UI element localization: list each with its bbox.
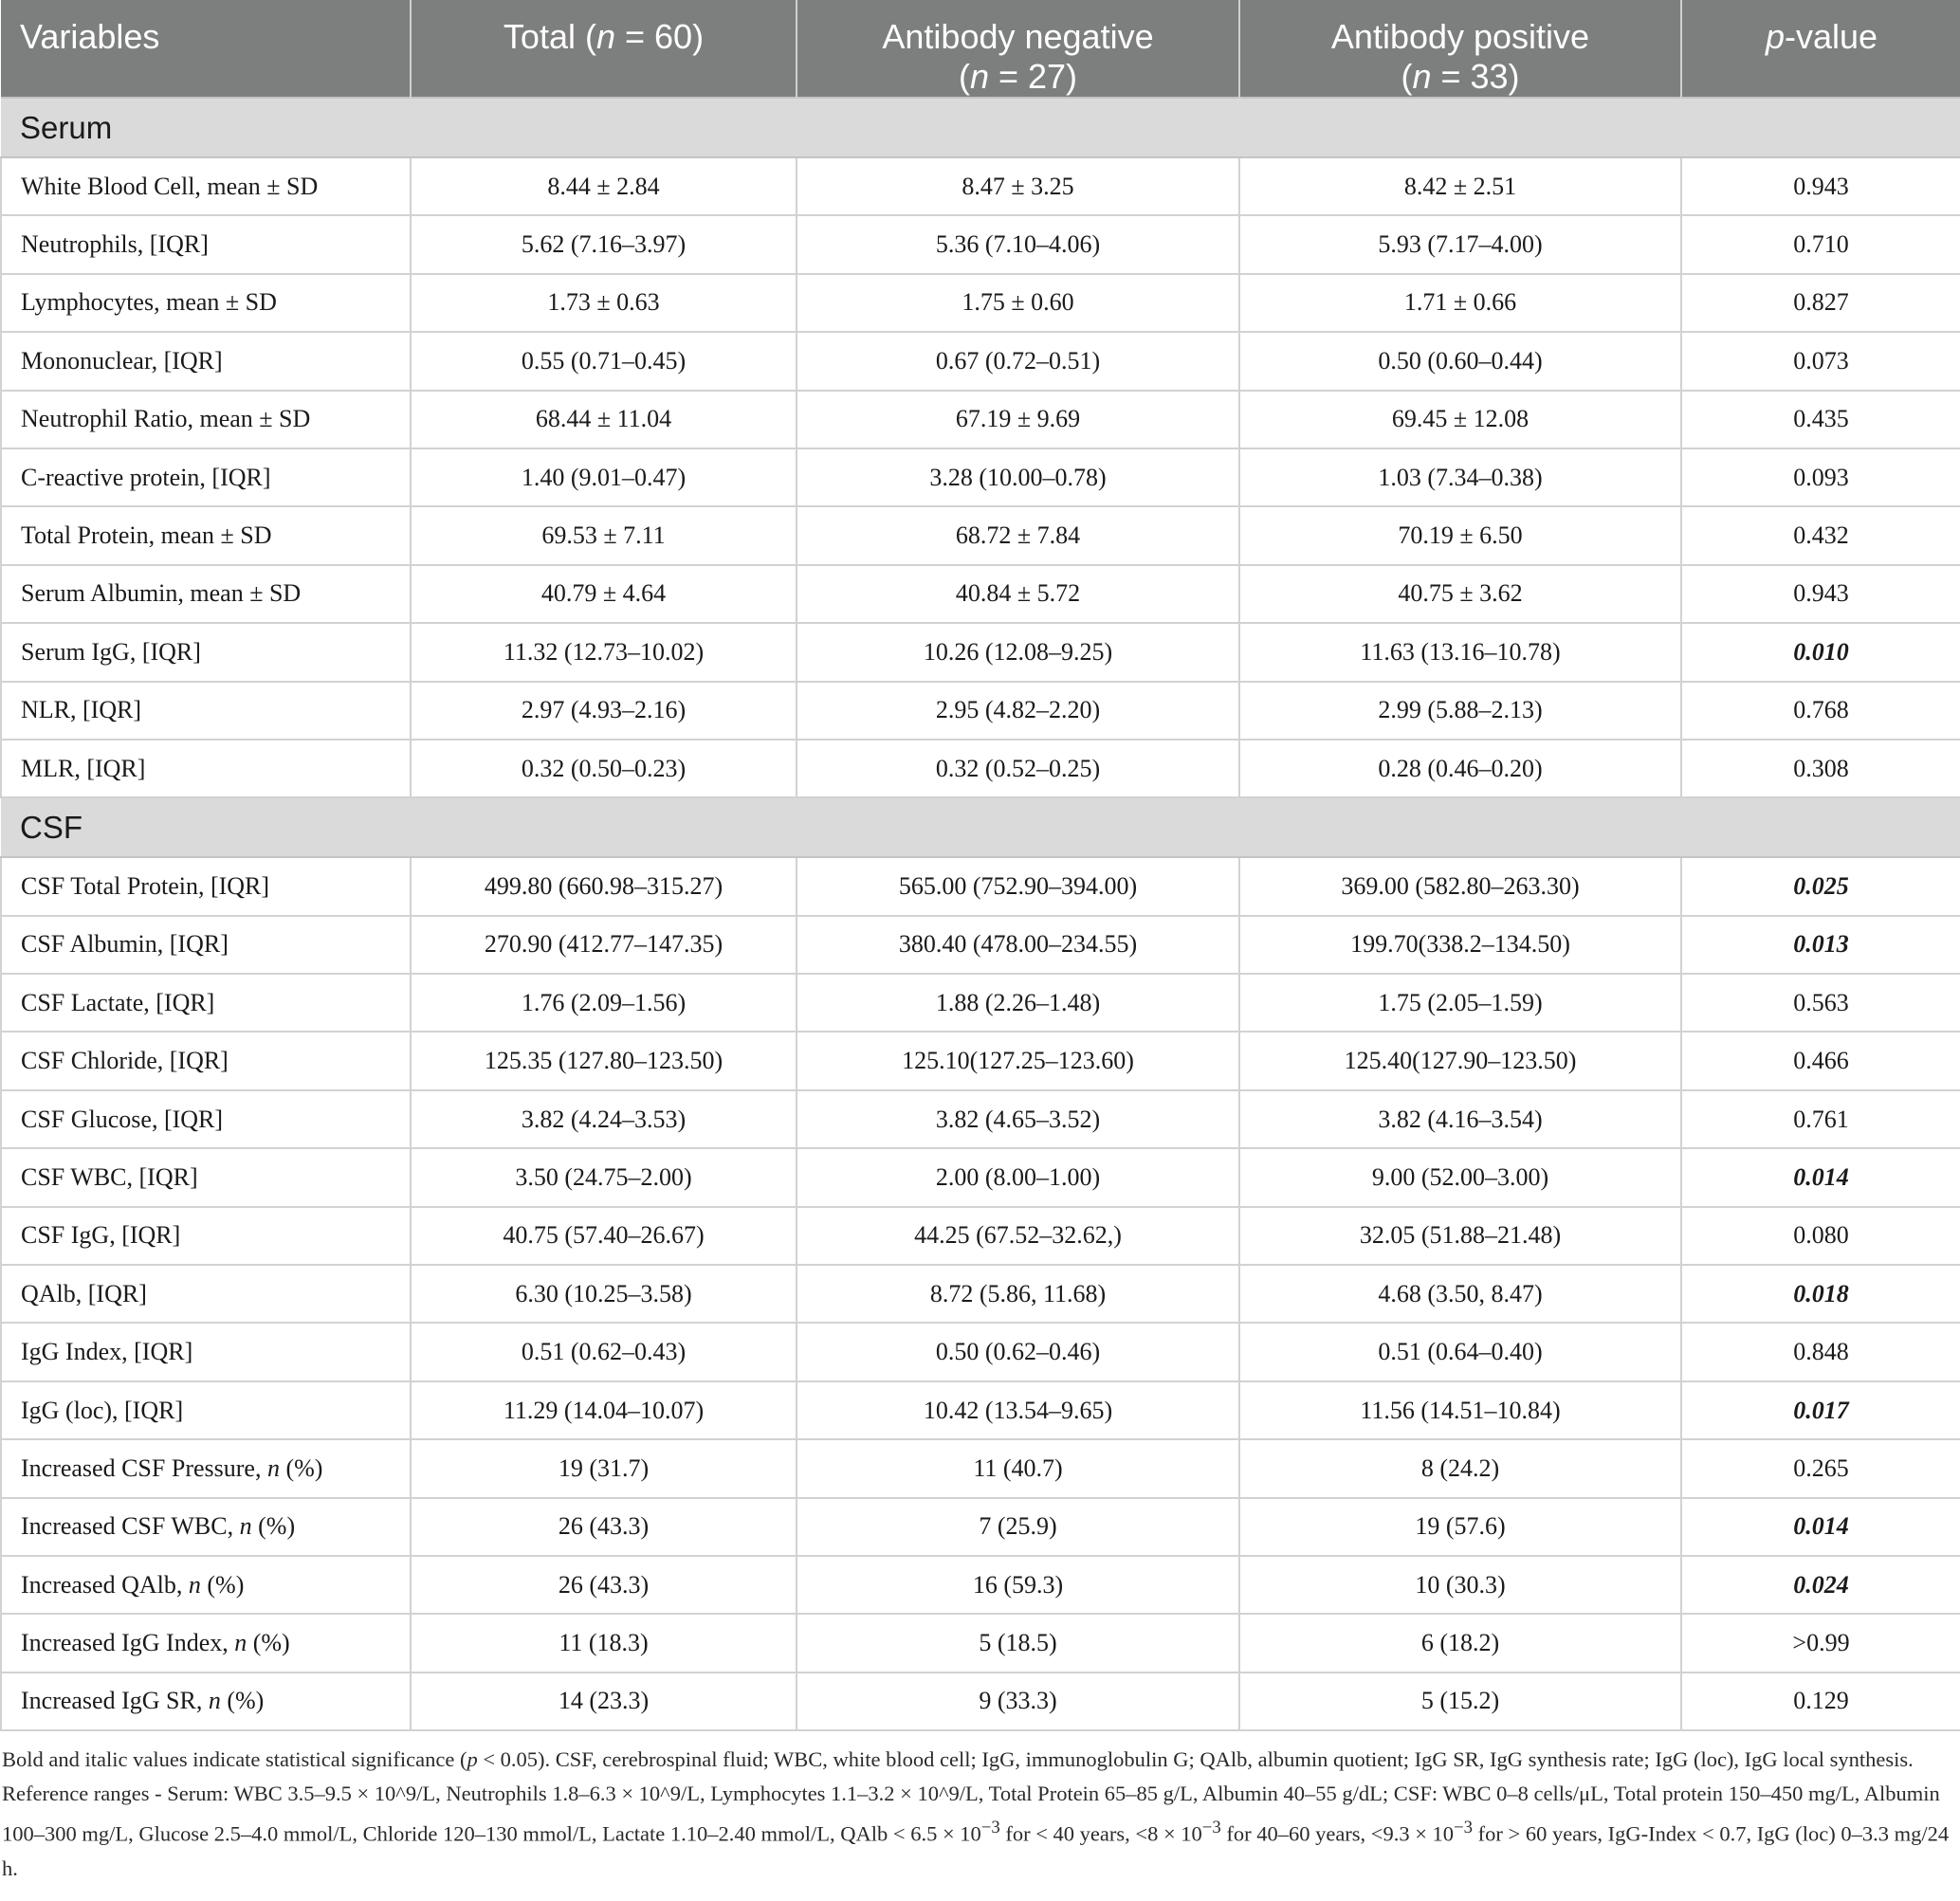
total-value: 68.44 ± 11.04 <box>411 391 797 448</box>
header-antibody-negative: Antibody negative (n = 27) <box>797 0 1239 98</box>
p-value: 0.435 <box>1681 391 1960 448</box>
variable-label: Mononuclear, [IQR] <box>1 332 411 390</box>
p-value: 0.025 <box>1681 857 1960 915</box>
antibody-negative-value: 8.47 ± 3.25 <box>797 157 1239 215</box>
p-value: 0.761 <box>1681 1090 1960 1148</box>
variable-label: Neutrophil Ratio, mean ± SD <box>1 391 411 448</box>
p-value: 0.466 <box>1681 1032 1960 1089</box>
table-row <box>1 857 1960 915</box>
antibody-negative-value: 5 (18.5) <box>797 1614 1239 1672</box>
p-value: 0.080 <box>1681 1207 1960 1265</box>
total-value: 69.53 ± 7.11 <box>411 506 797 564</box>
variable-label: Serum IgG, [IQR] <box>1 623 411 681</box>
total-value: 1.40 (9.01–0.47) <box>411 448 797 506</box>
total-value: 1.73 ± 0.63 <box>411 274 797 332</box>
total-value: 1.76 (2.09–1.56) <box>411 974 797 1032</box>
header-variables: Variables <box>1 0 411 98</box>
variable-label: Lymphocytes, mean ± SD <box>1 274 411 332</box>
p-value: 0.024 <box>1681 1556 1960 1614</box>
total-value: 8.44 ± 2.84 <box>411 157 797 215</box>
variable-label: Total Protein, mean ± SD <box>1 506 411 564</box>
p-value: 0.265 <box>1681 1439 1960 1497</box>
antibody-positive-value: 2.99 (5.88–2.13) <box>1239 682 1681 740</box>
antibody-positive-value: 8 (24.2) <box>1239 1439 1681 1497</box>
antibody-negative-value: 9 (33.3) <box>797 1673 1239 1730</box>
antibody-positive-value: 11.56 (14.51–10.84) <box>1239 1381 1681 1439</box>
p-value: 0.432 <box>1681 506 1960 564</box>
table-row <box>1 565 1960 623</box>
antibody-positive-value: 6 (18.2) <box>1239 1614 1681 1672</box>
antibody-positive-value: 70.19 ± 6.50 <box>1239 506 1681 564</box>
total-value: 40.79 ± 4.64 <box>411 565 797 623</box>
variable-label: White Blood Cell, mean ± SD <box>1 157 411 215</box>
antibody-positive-value: 32.05 (51.88–21.48) <box>1239 1207 1681 1265</box>
table-row <box>1 1439 1960 1497</box>
total-value: 0.55 (0.71–0.45) <box>411 332 797 390</box>
p-value: 0.563 <box>1681 974 1960 1032</box>
antibody-negative-value: 68.72 ± 7.84 <box>797 506 1239 564</box>
p-value: 0.943 <box>1681 565 1960 623</box>
variable-label: Increased CSF WBC, n (%) <box>1 1498 411 1556</box>
table-row <box>1 1207 1960 1265</box>
variable-label: Increased QAlb, n (%) <box>1 1556 411 1614</box>
antibody-negative-value: 380.40 (478.00–234.55) <box>797 916 1239 974</box>
table-row <box>1 1148 1960 1206</box>
antibody-negative-value: 67.19 ± 9.69 <box>797 391 1239 448</box>
total-value: 6.30 (10.25–3.58) <box>411 1265 797 1323</box>
table-row <box>1 157 1960 215</box>
variable-label: CSF Lactate, [IQR] <box>1 974 411 1032</box>
variable-label: Increased IgG SR, n (%) <box>1 1673 411 1730</box>
antibody-positive-value: 10 (30.3) <box>1239 1556 1681 1614</box>
antibody-negative-value: 44.25 (67.52–32.62,) <box>797 1207 1239 1265</box>
table-row <box>1 391 1960 448</box>
antibody-negative-value: 40.84 ± 5.72 <box>797 565 1239 623</box>
table-row <box>1 1090 1960 1148</box>
total-value: 5.62 (7.16–3.97) <box>411 215 797 273</box>
antibody-negative-value: 3.82 (4.65–3.52) <box>797 1090 1239 1148</box>
total-value: 3.82 (4.24–3.53) <box>411 1090 797 1148</box>
antibody-negative-value: 1.88 (2.26–1.48) <box>797 974 1239 1032</box>
table-row <box>1 1323 1960 1380</box>
antibody-positive-value: 199.70(338.2–134.50) <box>1239 916 1681 974</box>
table-body <box>1 98 1960 1730</box>
p-value: 0.010 <box>1681 623 1960 681</box>
variable-label: IgG Index, [IQR] <box>1 1323 411 1380</box>
table-row <box>1 1498 1960 1556</box>
antibody-negative-value: 2.95 (4.82–2.20) <box>797 682 1239 740</box>
p-value: 0.014 <box>1681 1148 1960 1206</box>
antibody-positive-value: 0.50 (0.60–0.44) <box>1239 332 1681 390</box>
section-row-csf <box>1 797 1960 857</box>
total-value: 40.75 (57.40–26.67) <box>411 1207 797 1265</box>
variable-label: Increased CSF Pressure, n (%) <box>1 1439 411 1497</box>
header-total: Total (n = 60) <box>411 0 797 98</box>
total-value: 26 (43.3) <box>411 1498 797 1556</box>
table-row <box>1 974 1960 1032</box>
antibody-positive-value: 69.45 ± 12.08 <box>1239 391 1681 448</box>
antibody-positive-value: 40.75 ± 3.62 <box>1239 565 1681 623</box>
p-value: 0.013 <box>1681 916 1960 974</box>
p-value: 0.848 <box>1681 1323 1960 1380</box>
p-value: 0.768 <box>1681 682 1960 740</box>
antibody-negative-value: 11 (40.7) <box>797 1439 1239 1497</box>
total-value: 14 (23.3) <box>411 1673 797 1730</box>
total-value: 11.29 (14.04–10.07) <box>411 1381 797 1439</box>
total-value: 0.32 (0.50–0.23) <box>411 740 797 797</box>
table-row <box>1 682 1960 740</box>
section-title: CSF <box>1 797 1960 857</box>
total-value: 26 (43.3) <box>411 1556 797 1614</box>
p-value: 0.308 <box>1681 740 1960 797</box>
p-value: 0.093 <box>1681 448 1960 506</box>
table-row <box>1 332 1960 390</box>
variable-label: CSF Chloride, [IQR] <box>1 1032 411 1089</box>
total-value: 0.51 (0.62–0.43) <box>411 1323 797 1380</box>
antibody-negative-value: 10.42 (13.54–9.65) <box>797 1381 1239 1439</box>
antibody-negative-value: 0.67 (0.72–0.51) <box>797 332 1239 390</box>
total-value: 11.32 (12.73–10.02) <box>411 623 797 681</box>
total-value: 270.90 (412.77–147.35) <box>411 916 797 974</box>
antibody-positive-value: 125.40(127.90–123.50) <box>1239 1032 1681 1089</box>
table-footnote: Bold and italic values indicate statistical significance (p < 0.05). CSF, cerebrospinal fluid; WBC, white blood cell; IgG, immunoglobulin G; QAlb, albumin quotient; IgG SR, IgG synthesis rate; IgG (loc), IgG local synthesis. Reference ranges - Serum: WBC 3.5–9.5 × 10^9/L, Neutrophils 1.8–6.3 × 10^9/L, Lymphocytes 1.1–3.2 × 10^9/L, Total Protein 65–85 g/L, Albumin 40–55 g/dL; CSF: WBC 0–8 cells/μL, Total protein 150–450 mg/L, Albumin 100–300 mg/L, Glucose 2.5–4.0 mmol/L, Chloride 120–130 mmol/L, Lactate 1.10–2.40 mmol/L, QAlb < $6.5 \times 10^{-3}$ for < 40 years, $<8 \times 10^{-3}$ for 40–60 years, $<9.3 \times 10^{-3}$ for > 60 years, IgG-Index < 0.7, IgG (loc) 0–3.3 mg/24 h. <box>2 1747 1950 1880</box>
section-title: Serum <box>1 98 1960 157</box>
antibody-positive-value: 11.63 (13.16–10.78) <box>1239 623 1681 681</box>
antibody-negative-value: 5.36 (7.10–4.06) <box>797 215 1239 273</box>
antibody-positive-value: 8.42 ± 2.51 <box>1239 157 1681 215</box>
table-row <box>1 916 1960 974</box>
table-row <box>1 1673 1960 1730</box>
antibody-positive-value: 0.28 (0.46–0.20) <box>1239 740 1681 797</box>
antibody-positive-value: 369.00 (582.80–263.30) <box>1239 857 1681 915</box>
variable-label: Neutrophils, [IQR] <box>1 215 411 273</box>
section-row-serum <box>1 98 1960 157</box>
antibody-negative-value: 3.28 (10.00–0.78) <box>797 448 1239 506</box>
antibody-positive-value: 1.75 (2.05–1.59) <box>1239 974 1681 1032</box>
total-value: 3.50 (24.75–2.00) <box>411 1148 797 1206</box>
antibody-negative-value: 0.32 (0.52–0.25) <box>797 740 1239 797</box>
table-row <box>1 623 1960 681</box>
p-value: >0.99 <box>1681 1614 1960 1672</box>
header-row <box>1 0 1960 98</box>
table-row <box>1 1614 1960 1672</box>
p-value: 0.129 <box>1681 1673 1960 1730</box>
antibody-negative-value: 125.10(127.25–123.60) <box>797 1032 1239 1089</box>
p-value: 0.073 <box>1681 332 1960 390</box>
antibody-positive-value: 19 (57.6) <box>1239 1498 1681 1556</box>
header-p-value: p-value <box>1681 0 1960 98</box>
variable-label: CSF Albumin, [IQR] <box>1 916 411 974</box>
antibody-positive-value: 4.68 (3.50, 8.47) <box>1239 1265 1681 1323</box>
antibody-negative-value: 16 (59.3) <box>797 1556 1239 1614</box>
antibody-positive-value: 1.71 ± 0.66 <box>1239 274 1681 332</box>
antibody-negative-value: 1.75 ± 0.60 <box>797 274 1239 332</box>
total-value: 19 (31.7) <box>411 1439 797 1497</box>
variable-label: C-reactive protein, [IQR] <box>1 448 411 506</box>
table-row <box>1 274 1960 332</box>
variable-label: CSF Total Protein, [IQR] <box>1 857 411 915</box>
table-row <box>1 1556 1960 1614</box>
table-row <box>1 1381 1960 1439</box>
antibody-positive-value: 0.51 (0.64–0.40) <box>1239 1323 1681 1380</box>
variable-label: QAlb, [IQR] <box>1 1265 411 1323</box>
antibody-negative-value: 8.72 (5.86, 11.68) <box>797 1265 1239 1323</box>
antibody-positive-value: 9.00 (52.00–3.00) <box>1239 1148 1681 1206</box>
variable-label: MLR, [IQR] <box>1 740 411 797</box>
table-header <box>1 0 1960 98</box>
variable-label: Serum Albumin, mean ± SD <box>1 565 411 623</box>
variable-label: Increased IgG Index, n (%) <box>1 1614 411 1672</box>
p-value: 0.827 <box>1681 274 1960 332</box>
table-row <box>1 448 1960 506</box>
total-value: 2.97 (4.93–2.16) <box>411 682 797 740</box>
antibody-negative-value: 565.00 (752.90–394.00) <box>797 857 1239 915</box>
total-value: 499.80 (660.98–315.27) <box>411 857 797 915</box>
antibody-positive-value: 5 (15.2) <box>1239 1673 1681 1730</box>
p-value: 0.018 <box>1681 1265 1960 1323</box>
antibody-positive-value: 3.82 (4.16–3.54) <box>1239 1090 1681 1148</box>
antibody-negative-value: 7 (25.9) <box>797 1498 1239 1556</box>
antibody-negative-value: 2.00 (8.00–1.00) <box>797 1148 1239 1206</box>
total-value: 125.35 (127.80–123.50) <box>411 1032 797 1089</box>
table-row <box>1 506 1960 564</box>
variable-label: IgG (loc), [IQR] <box>1 1381 411 1439</box>
antibody-negative-value: 10.26 (12.08–9.25) <box>797 623 1239 681</box>
variable-label: CSF WBC, [IQR] <box>1 1148 411 1206</box>
total-value: 11 (18.3) <box>411 1614 797 1672</box>
antibody-positive-value: 1.03 (7.34–0.38) <box>1239 448 1681 506</box>
header-antibody-positive: Antibody positive (n = 33) <box>1239 0 1681 98</box>
p-value: 0.014 <box>1681 1498 1960 1556</box>
variable-label: CSF IgG, [IQR] <box>1 1207 411 1265</box>
variable-label: NLR, [IQR] <box>1 682 411 740</box>
table-row <box>1 215 1960 273</box>
antibody-positive-value: 5.93 (7.17–4.00) <box>1239 215 1681 273</box>
variable-label: CSF Glucose, [IQR] <box>1 1090 411 1148</box>
p-value: 0.710 <box>1681 215 1960 273</box>
table-row <box>1 1265 1960 1323</box>
p-value: 0.943 <box>1681 157 1960 215</box>
table-row <box>1 1032 1960 1089</box>
table-row <box>1 740 1960 797</box>
antibody-negative-value: 0.50 (0.62–0.46) <box>797 1323 1239 1380</box>
p-value: 0.017 <box>1681 1381 1960 1439</box>
